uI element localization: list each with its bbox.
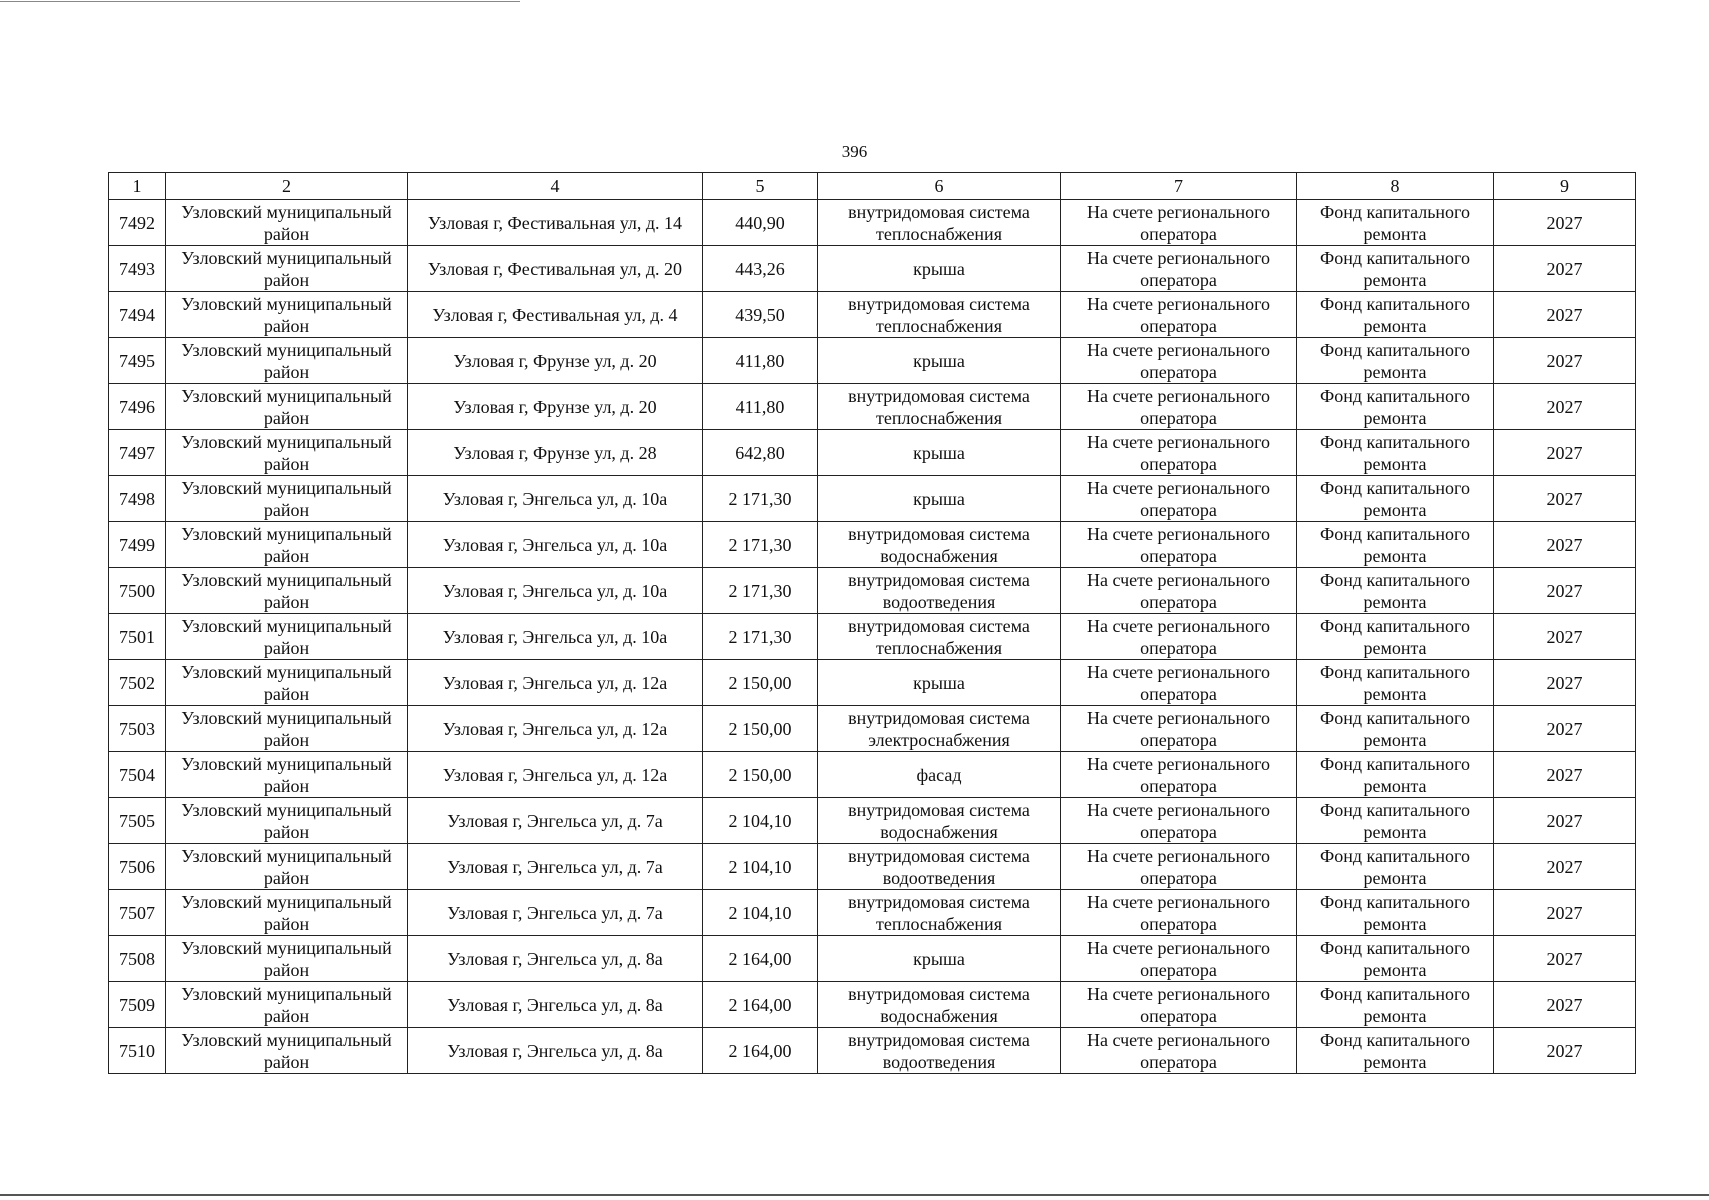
year-cell: 2027	[1494, 246, 1636, 292]
funding-source-cell: Фонд капитального ремонта	[1297, 844, 1494, 890]
column-header: 5	[703, 173, 818, 200]
table-row	[109, 660, 1636, 706]
funding-source-cell: Фонд капитального ремонта	[1297, 752, 1494, 798]
funding-source-cell: Фонд капитального ремонта	[1297, 522, 1494, 568]
year-cell: 2027	[1494, 706, 1636, 752]
district-cell: Узловский муниципальный район	[166, 338, 408, 384]
address-cell: Узловая г, Фрунзе ул, д. 20	[408, 338, 703, 384]
row-number-cell: 7498	[109, 476, 166, 522]
year-cell: 2027	[1494, 292, 1636, 338]
district-cell: Узловский муниципальный район	[166, 384, 408, 430]
table-row	[109, 476, 1636, 522]
work-type-cell: внутридомовая система теплоснабжения	[818, 200, 1061, 246]
work-type-cell: внутридомовая система водоотведения	[818, 568, 1061, 614]
table-header	[109, 173, 1636, 200]
row-number-cell: 7504	[109, 752, 166, 798]
table-row	[109, 936, 1636, 982]
area-cell: 2 171,30	[703, 568, 818, 614]
row-number-cell: 7495	[109, 338, 166, 384]
table-row	[109, 614, 1636, 660]
table-row	[109, 246, 1636, 292]
account-cell: На счете регионального оператора	[1061, 522, 1297, 568]
district-cell: Узловский муниципальный район	[166, 706, 408, 752]
funding-source-cell: Фонд капитального ремонта	[1297, 798, 1494, 844]
row-number-cell: 7503	[109, 706, 166, 752]
work-type-cell: внутридомовая система водоотведения	[818, 844, 1061, 890]
address-cell: Узловая г, Энгельса ул, д. 7а	[408, 798, 703, 844]
column-header: 6	[818, 173, 1061, 200]
work-type-cell: внутридомовая система теплоснабжения	[818, 614, 1061, 660]
area-cell: 642,80	[703, 430, 818, 476]
address-cell: Узловая г, Энгельса ул, д. 8а	[408, 982, 703, 1028]
account-cell: На счете регионального оператора	[1061, 292, 1297, 338]
district-cell: Узловский муниципальный район	[166, 246, 408, 292]
table-row	[109, 706, 1636, 752]
row-number-cell: 7502	[109, 660, 166, 706]
district-cell: Узловский муниципальный район	[166, 660, 408, 706]
year-cell: 2027	[1494, 936, 1636, 982]
work-type-cell: крыша	[818, 338, 1061, 384]
column-header: 8	[1297, 173, 1494, 200]
table-row	[109, 200, 1636, 246]
funding-source-cell: Фонд капитального ремонта	[1297, 384, 1494, 430]
row-number-cell: 7496	[109, 384, 166, 430]
year-cell: 2027	[1494, 1028, 1636, 1074]
account-cell: На счете регионального оператора	[1061, 752, 1297, 798]
address-cell: Узловая г, Энгельса ул, д. 8а	[408, 936, 703, 982]
address-cell: Узловая г, Энгельса ул, д. 8а	[408, 1028, 703, 1074]
funding-source-cell: Фонд капитального ремонта	[1297, 568, 1494, 614]
area-cell: 439,50	[703, 292, 818, 338]
year-cell: 2027	[1494, 798, 1636, 844]
account-cell: На счете регионального оператора	[1061, 798, 1297, 844]
row-number-cell: 7493	[109, 246, 166, 292]
account-cell: На счете регионального оператора	[1061, 890, 1297, 936]
area-cell: 2 150,00	[703, 752, 818, 798]
funding-source-cell: Фонд капитального ремонта	[1297, 1028, 1494, 1074]
address-cell: Узловая г, Фестивальная ул, д. 4	[408, 292, 703, 338]
year-cell: 2027	[1494, 430, 1636, 476]
area-cell: 2 150,00	[703, 706, 818, 752]
district-cell: Узловский муниципальный район	[166, 430, 408, 476]
row-number-cell: 7494	[109, 292, 166, 338]
table-row	[109, 568, 1636, 614]
table-row	[109, 384, 1636, 430]
row-number-cell: 7506	[109, 844, 166, 890]
funding-source-cell: Фонд капитального ремонта	[1297, 706, 1494, 752]
table-row	[109, 522, 1636, 568]
work-type-cell: внутридомовая система водоснабжения	[818, 798, 1061, 844]
work-type-cell: внутридомовая система теплоснабжения	[818, 890, 1061, 936]
address-cell: Узловая г, Энгельса ул, д. 7а	[408, 844, 703, 890]
account-cell: На счете регионального оператора	[1061, 706, 1297, 752]
area-cell: 443,26	[703, 246, 818, 292]
row-number-cell: 7501	[109, 614, 166, 660]
funding-source-cell: Фонд капитального ремонта	[1297, 430, 1494, 476]
work-type-cell: крыша	[818, 660, 1061, 706]
address-cell: Узловая г, Энгельса ул, д. 10а	[408, 476, 703, 522]
area-cell: 2 104,10	[703, 798, 818, 844]
account-cell: На счете регионального оператора	[1061, 568, 1297, 614]
area-cell: 2 171,30	[703, 476, 818, 522]
funding-source-cell: Фонд капитального ремонта	[1297, 890, 1494, 936]
year-cell: 2027	[1494, 614, 1636, 660]
row-number-cell: 7500	[109, 568, 166, 614]
district-cell: Узловский муниципальный район	[166, 522, 408, 568]
year-cell: 2027	[1494, 476, 1636, 522]
district-cell: Узловский муниципальный район	[166, 568, 408, 614]
district-cell: Узловский муниципальный район	[166, 844, 408, 890]
account-cell: На счете регионального оператора	[1061, 384, 1297, 430]
funding-source-cell: Фонд капитального ремонта	[1297, 338, 1494, 384]
account-cell: На счете регионального оператора	[1061, 430, 1297, 476]
work-type-cell: крыша	[818, 246, 1061, 292]
area-cell: 440,90	[703, 200, 818, 246]
table-row	[109, 798, 1636, 844]
row-number-cell: 7508	[109, 936, 166, 982]
year-cell: 2027	[1494, 338, 1636, 384]
district-cell: Узловский муниципальный район	[166, 614, 408, 660]
capital-repair-table	[108, 172, 1636, 1074]
year-cell: 2027	[1494, 982, 1636, 1028]
funding-source-cell: Фонд капитального ремонта	[1297, 660, 1494, 706]
area-cell: 2 164,00	[703, 1028, 818, 1074]
table-row	[109, 292, 1636, 338]
table-row	[109, 752, 1636, 798]
work-type-cell: крыша	[818, 476, 1061, 522]
row-number-cell: 7510	[109, 1028, 166, 1074]
account-cell: На счете регионального оператора	[1061, 844, 1297, 890]
address-cell: Узловая г, Фестивальная ул, д. 20	[408, 246, 703, 292]
row-number-cell: 7497	[109, 430, 166, 476]
funding-source-cell: Фонд капитального ремонта	[1297, 246, 1494, 292]
account-cell: На счете регионального оператора	[1061, 246, 1297, 292]
district-cell: Узловский муниципальный район	[166, 798, 408, 844]
table-row	[109, 1028, 1636, 1074]
row-number-cell: 7499	[109, 522, 166, 568]
address-cell: Узловая г, Фестивальная ул, д. 14	[408, 200, 703, 246]
year-cell: 2027	[1494, 660, 1636, 706]
column-header: 4	[408, 173, 703, 200]
district-cell: Узловский муниципальный район	[166, 936, 408, 982]
year-cell: 2027	[1494, 522, 1636, 568]
area-cell: 2 104,10	[703, 844, 818, 890]
account-cell: На счете регионального оператора	[1061, 1028, 1297, 1074]
address-cell: Узловая г, Энгельса ул, д. 10а	[408, 568, 703, 614]
row-number-cell: 7492	[109, 200, 166, 246]
district-cell: Узловский муниципальный район	[166, 982, 408, 1028]
address-cell: Узловая г, Энгельса ул, д. 7а	[408, 890, 703, 936]
row-number-cell: 7509	[109, 982, 166, 1028]
year-cell: 2027	[1494, 890, 1636, 936]
address-cell: Узловая г, Энгельса ул, д. 10а	[408, 522, 703, 568]
account-cell: На счете регионального оператора	[1061, 982, 1297, 1028]
funding-source-cell: Фонд капитального ремонта	[1297, 982, 1494, 1028]
area-cell: 2 171,30	[703, 522, 818, 568]
area-cell: 2 164,00	[703, 936, 818, 982]
funding-source-cell: Фонд капитального ремонта	[1297, 200, 1494, 246]
work-type-cell: внутридомовая система теплоснабжения	[818, 384, 1061, 430]
district-cell: Узловский муниципальный район	[166, 476, 408, 522]
district-cell: Узловский муниципальный район	[166, 890, 408, 936]
column-header: 1	[109, 173, 166, 200]
area-cell: 2 150,00	[703, 660, 818, 706]
work-type-cell: внутридомовая система теплоснабжения	[818, 292, 1061, 338]
account-cell: На счете регионального оператора	[1061, 660, 1297, 706]
work-type-cell: внутридомовая система водоснабжения	[818, 522, 1061, 568]
address-cell: Узловая г, Энгельса ул, д. 12а	[408, 752, 703, 798]
table-body	[109, 200, 1636, 1074]
district-cell: Узловский муниципальный район	[166, 200, 408, 246]
funding-source-cell: Фонд капитального ремонта	[1297, 614, 1494, 660]
year-cell: 2027	[1494, 568, 1636, 614]
account-cell: На счете регионального оператора	[1061, 614, 1297, 660]
funding-source-cell: Фонд капитального ремонта	[1297, 476, 1494, 522]
row-number-cell: 7507	[109, 890, 166, 936]
area-cell: 2 164,00	[703, 982, 818, 1028]
page-number: 396	[841, 142, 868, 161]
work-type-cell: внутридомовая система водоснабжения	[818, 982, 1061, 1028]
table-row	[109, 890, 1636, 936]
table-row	[109, 844, 1636, 890]
column-header: 9	[1494, 173, 1636, 200]
address-cell: Узловая г, Энгельса ул, д. 10а	[408, 614, 703, 660]
year-cell: 2027	[1494, 844, 1636, 890]
funding-source-cell: Фонд капитального ремонта	[1297, 292, 1494, 338]
account-cell: На счете регионального оператора	[1061, 476, 1297, 522]
area-cell: 411,80	[703, 384, 818, 430]
year-cell: 2027	[1494, 752, 1636, 798]
column-header: 2	[166, 173, 408, 200]
area-cell: 2 171,30	[703, 614, 818, 660]
account-cell: На счете регионального оператора	[1061, 936, 1297, 982]
area-cell: 2 104,10	[703, 890, 818, 936]
area-cell: 411,80	[703, 338, 818, 384]
account-cell: На счете регионального оператора	[1061, 200, 1297, 246]
district-cell: Узловский муниципальный район	[166, 1028, 408, 1074]
column-header: 7	[1061, 173, 1297, 200]
bottom-edge-rule	[0, 1194, 1709, 1196]
table-row	[109, 338, 1636, 384]
address-cell: Узловая г, Энгельса ул, д. 12а	[408, 660, 703, 706]
work-type-cell: внутридомовая система водоотведения	[818, 1028, 1061, 1074]
header-row	[109, 173, 1636, 200]
work-type-cell: внутридомовая система электроснабжения	[818, 706, 1061, 752]
year-cell: 2027	[1494, 200, 1636, 246]
work-type-cell: крыша	[818, 430, 1061, 476]
year-cell: 2027	[1494, 384, 1636, 430]
funding-source-cell: Фонд капитального ремонта	[1297, 936, 1494, 982]
work-type-cell: фасад	[818, 752, 1061, 798]
account-cell: На счете регионального оператора	[1061, 338, 1297, 384]
table-row	[109, 430, 1636, 476]
address-cell: Узловая г, Фрунзе ул, д. 28	[408, 430, 703, 476]
table-row	[109, 982, 1636, 1028]
district-cell: Узловский муниципальный район	[166, 752, 408, 798]
district-cell: Узловский муниципальный район	[166, 292, 408, 338]
address-cell: Узловая г, Фрунзе ул, д. 20	[408, 384, 703, 430]
address-cell: Узловая г, Энгельса ул, д. 12а	[408, 706, 703, 752]
work-type-cell: крыша	[818, 936, 1061, 982]
row-number-cell: 7505	[109, 798, 166, 844]
top-edge-rule	[0, 1, 520, 2]
